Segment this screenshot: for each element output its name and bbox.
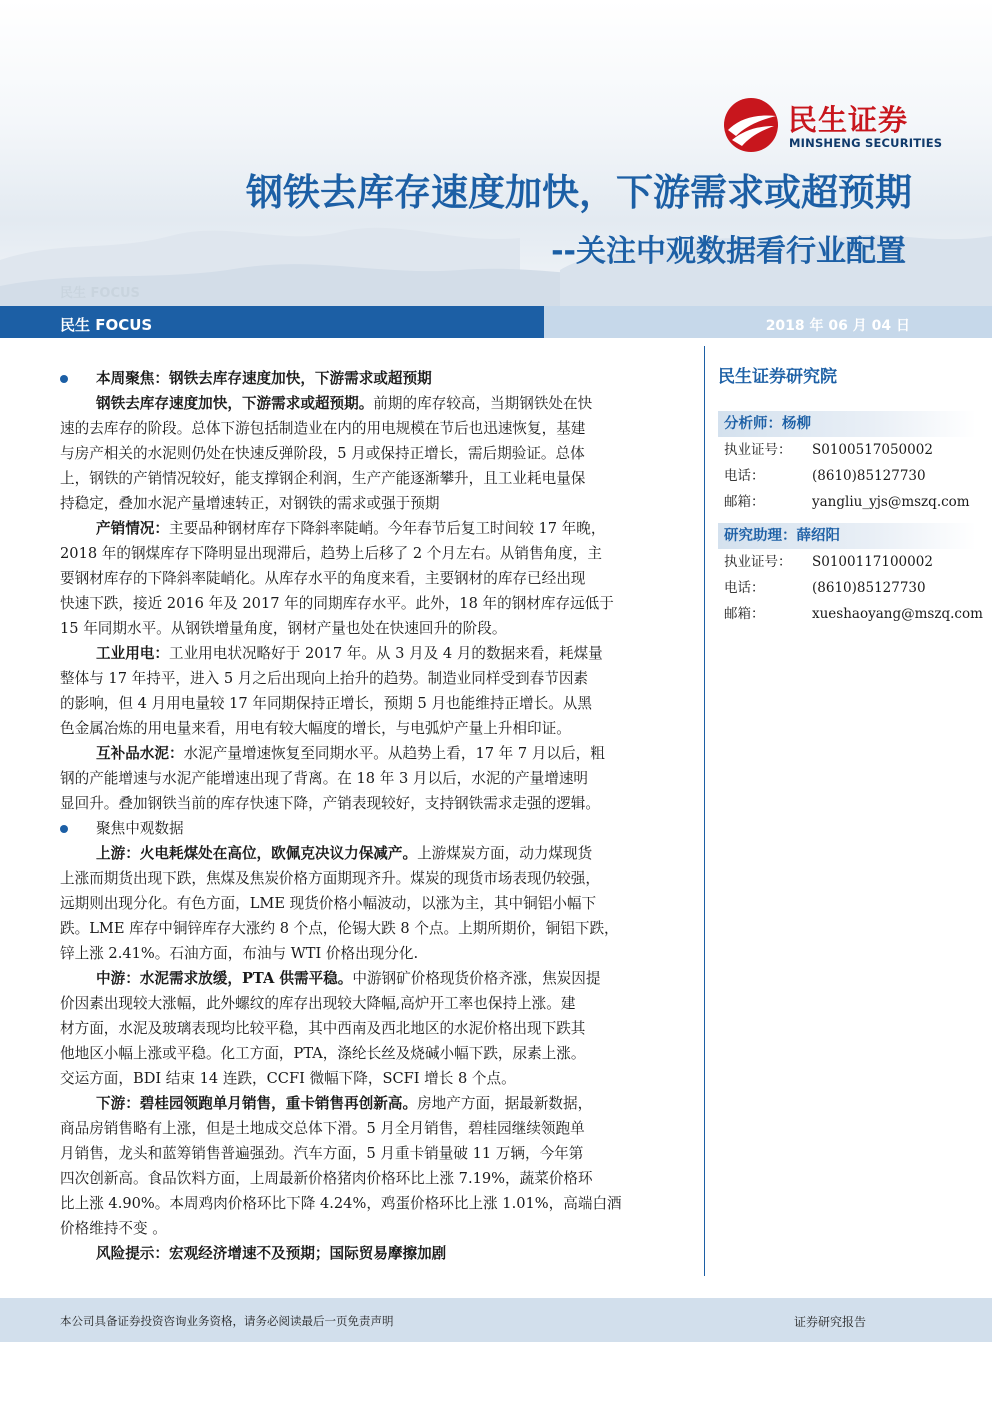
brand-name-en: MINSHENG SECURITIES <box>789 136 943 150</box>
paragraph-line: 速的去库存的阶段。总体下游包括制造业在内的用电规模在节后也迅速恢复，基建 <box>60 420 586 437</box>
paragraph-line: 整体与 17 年持平，进入 5 月之后出现向上抬升的趋势。制造业同样受到春节因素 <box>60 670 589 687</box>
risk-warning: 风险提示：宏观经济增速不及预期；国际贸易摩擦加剧 <box>96 1245 447 1262</box>
report-subtitle: --关注中观数据看行业配置 <box>551 234 906 269</box>
paragraph-line: 钢铁去库存速度加快，下游需求或超预期。前期的库存较高，当期钢铁处在快 <box>96 395 593 412</box>
analyst-sidebar <box>718 360 983 627</box>
section-heading-macro: 聚焦中观数据 <box>60 816 688 841</box>
paragraph-line: 上游：火电耗煤处在高位，欧佩克决议力保减产。上游煤炭方面，动力煤现货 <box>96 845 593 862</box>
paragraph-line: 价因素出现较大涨幅，此外螺纹的库存出现较大降幅,高炉开工率也保持上涨。建 <box>60 995 576 1012</box>
section-heading-focus: 本周聚焦：钢铁去库存速度加快，下游需求或超预期 <box>60 366 688 391</box>
paragraph-line: 四次创新高。食品饮料方面，上周最新价格猪肉价格环比上涨 7.19%，蔬菜价格环 <box>60 1170 593 1187</box>
paragraph-line: 互补品水泥：水泥产量增速恢复至同期水平。从趋势上看，17 年 7 月以后，粗 <box>96 745 605 762</box>
paragraph-line: 的影响，但 4 月用电量较 17 年同期保持正增长，预期 5 月也能维持正增长。从黑 <box>60 695 592 712</box>
report-title: 钢铁去库存速度加快，下游需求或超预期 <box>246 171 912 214</box>
assistant-phone: 电话： (8610)85127730 <box>724 580 926 596</box>
paragraph-line: 持稳定，叠加水泥产量增速转正，对钢铁的需求或强于预期 <box>60 495 440 512</box>
paragraph-line: 钢的产能增速与水泥产能增速出现了背离。在 18 年 3 月以后，水泥的产量增速明 <box>60 770 589 787</box>
bullet-icon <box>60 825 68 833</box>
disclaimer-note: 本公司具备证券投资咨询业务资格，请务必阅读最后一页免责声明 <box>60 1314 394 1328</box>
analyst-heading: 分析师：杨柳 <box>718 411 976 437</box>
main-content <box>60 366 688 1266</box>
paragraph-line: 2018 年的钢煤库存下降明显出现滞后，趋势上后移了 2 个月左右。从销售角度，主 <box>60 545 602 562</box>
paragraph-line: 色金属冶炼的用电量来看，用电有较大幅度的增长，与电弧炉产量上升相印证。 <box>60 720 571 737</box>
paragraph-line: 跌。LME 库存中铜锌库存大涨约 8 个点，伦锡大跌 8 个点。上期所期价，铜铝下跌， <box>60 920 619 937</box>
assistant-email: 邮箱： xueshaoyang@mszq.com <box>724 606 983 622</box>
paragraph-line: 上涨而期货出现下跌，焦煤及焦炭价格方面期现齐升。煤炭的现货市场表现仍较强， <box>60 870 600 887</box>
paragraph-line: 比上涨 4.90%。本周鸡肉价格环比下降 4.24%，鸡蛋价格环比上涨 1.01%，高端白酒 <box>60 1195 622 1212</box>
minsheng-logo-icon <box>722 96 782 154</box>
paragraph-line: 产销情况：主要品种钢材库存下降斜率陡峭。今年春节后复工时间较 17 年晚， <box>96 520 606 537</box>
paragraph-line: 材方面，水泥及玻璃表现均比较平稳，其中西南及西北地区的水泥价格出现下跌其 <box>60 1020 586 1037</box>
paragraph-line: 工业用电：工业用电状况略好于 2017 年。从 3 月及 4 月的数据来看，耗煤量 <box>96 645 603 662</box>
column-divider <box>704 346 705 1276</box>
series-label: 民生 FOCUS <box>60 316 153 334</box>
analyst-email: 邮箱： yangliu_yjs@mszq.com <box>724 494 970 510</box>
paragraph-line: 他地区小幅上涨或平稳。化工方面，PTA，涤纶长丝及烧碱小幅下跌，尿素上涨。 <box>60 1045 586 1062</box>
report-date: 2018 年 06 月 04 日 <box>765 318 910 334</box>
paragraph-line: 锌上涨 2.41%。石油方面，布油与 WTI 价格出现分化. <box>60 945 419 962</box>
paragraph-line: 显回升。叠加钢铁当前的库存快速下降，产销表现较好，支持钢铁需求走强的逻辑。 <box>60 795 600 812</box>
paragraph-line: 快速下跌，接近 2016 年及 2017 年的同期库存水平。此外，18 年的钢材库存远低于 <box>60 595 614 612</box>
paragraph-line: 价格维持不变 。 <box>60 1220 167 1237</box>
paragraph-line: 与房产相关的水泥则仍处在快速反弹阶段，5 月或保持正增长，需后期验证。总体 <box>60 445 585 462</box>
assistant-license: 执业证号： S0100117100002 <box>724 554 933 570</box>
paragraph-line: 中游：水泥需求放缓，PTA 供需平稳。中游钢矿价格现货价格齐涨，焦炭因提 <box>96 970 601 987</box>
header-banner <box>0 0 992 306</box>
paragraph-line: 商品房销售略有上涨，但是土地成交总体下滑。5 月全月销售，碧桂园继续领跑单 <box>60 1120 585 1137</box>
paragraph-line: 远期则出现分化。有色方面，LME 现货价格小幅波动，以涨为主，其中铜铝小幅下 <box>60 895 597 912</box>
paragraph-line: 月销售，龙头和蓝筹销售普遍强劲。汽车方面，5 月重卡销量破 11 万辆，今年第 <box>60 1145 584 1162</box>
series-bar <box>0 306 992 338</box>
brand-logo <box>722 96 972 154</box>
ghost-series-label: 民生 FOCUS <box>60 286 140 301</box>
report-type: 证券研究报告 <box>793 1315 866 1329</box>
paragraph-line: 15 年同期水平。从钢铁增量角度，钢材产量也处在快速回升的阶段。 <box>60 620 507 637</box>
analyst-phone: 电话： (8610)85127730 <box>724 468 926 484</box>
paragraph-line: 下游：碧桂园领跑单月销售，重卡销售再创新高。房地产方面，据最新数据， <box>96 1095 593 1112</box>
paragraph-line: 交运方面，BDI 结束 14 连跌，CCFI 微幅下降，SCFI 增长 8 个点。 <box>60 1070 516 1087</box>
assistant-heading: 研究助理：薛绍阳 <box>718 523 976 549</box>
paragraph-line: 上，钢铁的产销情况较好，能支撑钢企利润，生产产能逐渐攀升，且工业耗电量保 <box>60 470 586 487</box>
analyst-license: 执业证号： S0100517050002 <box>724 442 933 458</box>
research-institute: 民生证券研究院 <box>718 367 837 387</box>
brand-name-cn: 民生证券 <box>788 103 909 137</box>
paragraph-line: 要钢材库存的下降斜率陡峭化。从库存水平的角度来看，主要钢材的库存已经出现 <box>60 570 586 587</box>
bullet-icon <box>60 375 68 383</box>
page-footer <box>0 1298 992 1342</box>
